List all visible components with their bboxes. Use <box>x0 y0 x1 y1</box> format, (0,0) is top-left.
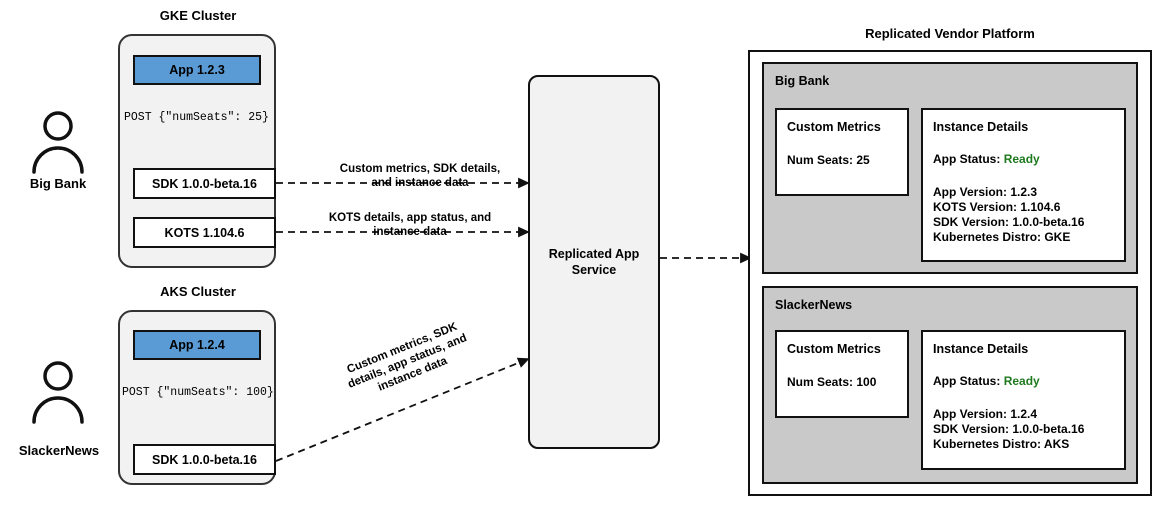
big-bank-app-version: App Version: 1.2.3 <box>933 185 1038 199</box>
edge-label-kots-details: KOTS details, app status, and instance data <box>328 212 492 238</box>
big-bank-k8s-distro: Kubernetes Distro: GKE <box>933 230 1071 244</box>
big-bank-app-status-value: Ready <box>1003 152 1040 166</box>
big-bank-app-status <box>933 152 1123 167</box>
slackernews-sdk-version: SDK Version: 1.0.0-beta.16 <box>933 422 1085 436</box>
gke-sdk-box[interactable]: SDK 1.0.0-beta.16 <box>133 168 276 199</box>
slackernews-app-status-label: App Status: <box>933 374 1001 388</box>
replicated-app-service-box[interactable]: Replicated App Service <box>528 75 660 449</box>
persona-label-slackernews: SlackerNews <box>18 443 100 458</box>
edge-label-sdk-metrics: Custom metrics, SDK details, and instance data <box>339 163 501 189</box>
tenant-slackernews-name: SlackerNews <box>775 298 853 312</box>
big-bank-custom-metrics-heading: Custom Metrics <box>787 120 881 134</box>
persona-label-big-bank: Big Bank <box>29 176 87 191</box>
slackernews-instance-details-heading: Instance Details <box>933 342 1029 356</box>
slackernews-app-status-value: Ready <box>1003 374 1040 388</box>
aks-post-label: POST {"numSeats": 100} <box>122 386 274 399</box>
slackernews-app-version: App Version: 1.2.4 <box>933 407 1038 421</box>
slackernews-custom-metrics-heading: Custom Metrics <box>787 342 881 356</box>
platform-title: Replicated Vendor Platform <box>865 26 1035 41</box>
big-bank-kots-version: KOTS Version: 1.104.6 <box>933 200 1061 214</box>
aks-app-box[interactable]: App 1.2.4 <box>133 330 261 360</box>
tenant-big-bank-name: Big Bank <box>775 74 830 88</box>
gke-post-label: POST {"numSeats": 25} <box>124 111 269 124</box>
aks-cluster-title: AKS Cluster <box>160 284 236 299</box>
big-bank-instance-rows <box>933 185 1123 245</box>
slackernews-k8s-distro: Kubernetes Distro: AKS <box>933 437 1070 451</box>
big-bank-instance-details-heading: Instance Details <box>933 120 1029 134</box>
big-bank-app-status-label: App Status: <box>933 152 1001 166</box>
big-bank-sdk-version: SDK Version: 1.0.0-beta.16 <box>933 215 1085 229</box>
gke-kots-box[interactable]: KOTS 1.104.6 <box>133 217 276 248</box>
aks-sdk-box[interactable]: SDK 1.0.0-beta.16 <box>133 444 276 475</box>
gke-app-box[interactable]: App 1.2.3 <box>133 55 261 85</box>
persona-icon-slackernews <box>34 363 82 422</box>
slackernews-instance-rows <box>933 407 1123 452</box>
persona-icon-big-bank <box>34 113 82 172</box>
gke-cluster-title: GKE Cluster <box>159 8 237 23</box>
slackernews-app-status <box>933 374 1123 389</box>
big-bank-num-seats: Num Seats: 25 <box>787 153 870 167</box>
edge-label-aks-combined: Custom metrics, SDK details, app status, and instance data <box>345 320 469 394</box>
slackernews-num-seats: Num Seats: 100 <box>787 375 877 389</box>
